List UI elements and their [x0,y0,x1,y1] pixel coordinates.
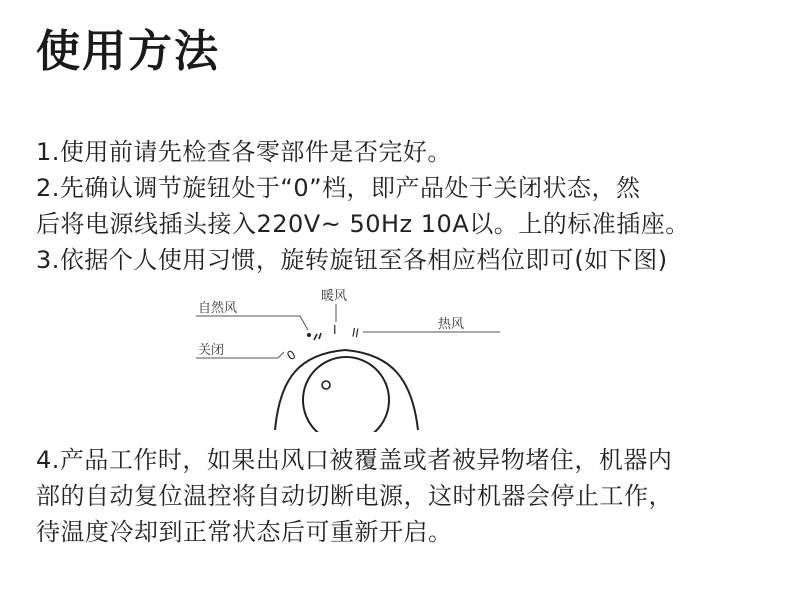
step-1: 1.使用前请先检查各零部件是否完好。 [36,138,452,166]
knob-indicator-dot [322,381,330,389]
mark-natural-tick2 [319,333,321,339]
step-2-line-2: 后将电源线插头接入220V~ 50Hz 10A以。上的标准插座。 [36,210,690,238]
knob-diagram [180,282,530,432]
step-4-line-3: 待温度冷却到正常状态后可重新开启。 [36,518,453,546]
step-3: 3.依据个人使用习惯，旋转旋钮至各相应档位即可(如下图) [36,246,668,274]
mark-off: 0 [284,347,299,364]
label-hot-wind: 热风 [438,317,465,332]
page-title: 使用方法 [36,26,220,77]
instructions-part-1 [36,134,690,278]
label-off: 关闭 [198,343,225,358]
step-2-line-1: 2.先确认调节旋钮处于“0”档，即产品处于关闭状态，然 [36,174,641,202]
label-warm-wind: 暖风 [321,289,348,304]
leader-natural [196,316,308,330]
label-natural-wind: 自然风 [198,301,238,316]
step-4-line-2: 部的自动复位温控将自动切断电源，这时机器会停止工作， [36,482,673,510]
knob-housing-arc [275,350,418,430]
mark-natural-tick [314,334,317,340]
mark-hot: II [350,325,361,341]
step-4-line-1: 4.产品工作时，如果出风口被覆盖或者被异物堵住，机器内 [36,446,673,474]
instructions-part-2 [36,442,673,550]
knob-diagram-svg [180,282,530,432]
knob-dial [303,357,389,432]
mark-warm: I [333,323,337,337]
mark-natural-dot [307,333,311,337]
